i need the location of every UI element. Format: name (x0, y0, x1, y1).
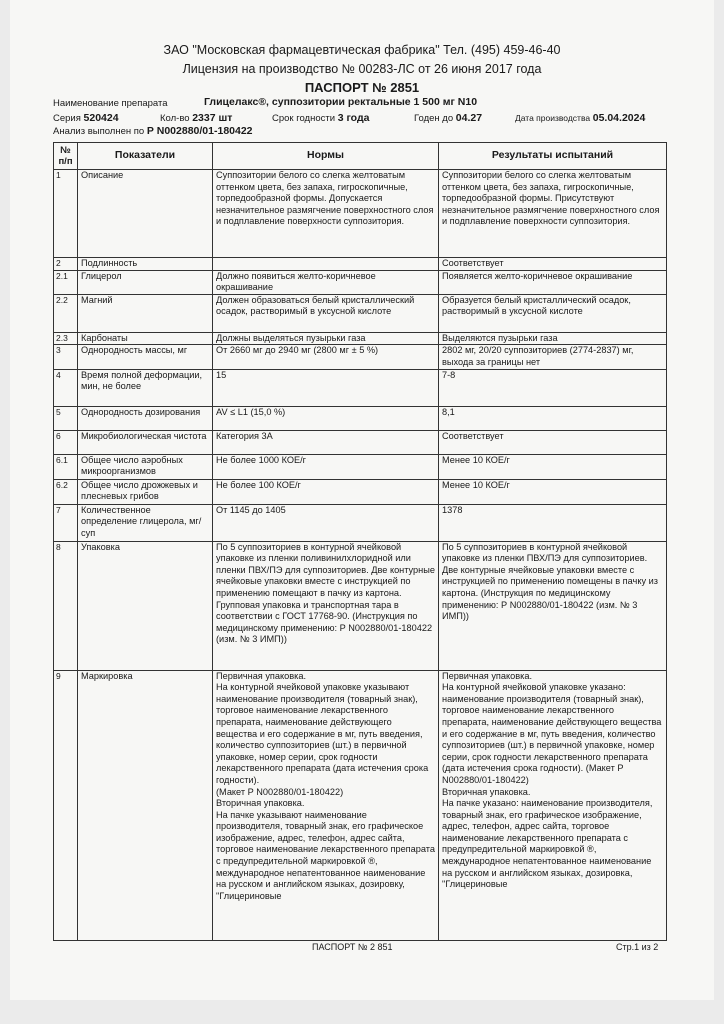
row-result: Первичная упаковка. На контурной ячейковой упаковке указано: наименование производителя (товарный знак), торговое наименование лекарственного препарата, наименование действующего вещества и его содержание в мг, путь введения, количество суппозиториев (шт.) в первичной упаковке, номер серии, срок годности лекарственного препарата (дата истечения срока годности). (Макет Р N002880/01-180422) Вторичная упаковка. На пачке указано: наименование производителя, товарный знак, его графическое изображение, адрес, телефон, адрес сайта, торговое наименование лекарственного препарата с предупредительной маркировкой ®, международное непатентованное наименование на русском и английском языках, дозировка, "Глицериновые (439, 670, 667, 940)
row-number: 5 (54, 406, 78, 430)
row-norm: Первичная упаковка. На контурной ячейковой упаковке указывают наименование производителя (товарный знак), торговое наименование лекарственного препарата, наименование действующего вещества и его содержание в мг, путь введения, количество суппозиториев (шт.) в первичной упаковке, номер серии, срок годности лекарственного препарата (дата истечения срока годности). (Макет Р N002880/01-180422) Вторичная упаковка. На пачке указывают наименование производителя, товарный знак, его графическое изображение, адрес, телефон, адрес сайта, торговое наименование лекарственного препарата с предупредительной маркировкой ®, международное непатентованное наименование на русском и английском языках, дозировку, "Глицериновые (213, 670, 439, 940)
qty-label: Кол-во 2337 шт (160, 112, 233, 124)
license-line: Лицензия на производство № 00283-ЛС от 26 июня 2017 года (182, 62, 542, 76)
prod-date-value: 05.04.2024 (592, 112, 646, 124)
row-norm: Должно появиться желто-коричневое окрашивание (213, 270, 439, 294)
table-row (54, 541, 667, 670)
qty-value: 2337 шт (192, 112, 233, 124)
table-row (54, 294, 667, 332)
row-indicator: Маркировка (78, 670, 213, 940)
row-result: Менее 10 КОЕ/г (439, 454, 667, 479)
row-result: Менее 10 КОЕ/г (439, 479, 667, 504)
table-row (54, 504, 667, 541)
row-indicator: Упаковка (78, 541, 213, 670)
row-number: 2.3 (54, 332, 78, 345)
row-number: 4 (54, 369, 78, 406)
row-indicator: Магний (78, 294, 213, 332)
shelf-value: 3 года (337, 112, 370, 124)
row-indicator: Подлинность (78, 258, 213, 271)
col-header-norms: Нормы (213, 143, 439, 170)
row-number: 6.1 (54, 454, 78, 479)
row-result: 1378 (439, 504, 667, 541)
row-indicator: Количественное определение глицерола, мг/суп (78, 504, 213, 541)
table-row (54, 270, 667, 294)
row-result: 8,1 (439, 406, 667, 430)
row-result: 2802 мг, 20/20 суппозиториев (2774-2837) мг, выхода за границы нет (439, 345, 667, 369)
row-number: 6.2 (54, 479, 78, 504)
row-norm: От 1145 до 1405 (213, 504, 439, 541)
row-norm: 15 (213, 369, 439, 406)
table-row (54, 454, 667, 479)
row-indicator: Карбонаты (78, 332, 213, 345)
row-result: Образуется белый кристаллический осадок, растворимый в уксусной кислоте (439, 294, 667, 332)
analysis-label: Анализ выполнен по Р N002880/01-180422 (53, 125, 253, 137)
row-result: 7-8 (439, 369, 667, 406)
prod-date-label: Дата производства 05.04.2024 (515, 112, 646, 124)
row-number: 2.1 (54, 270, 78, 294)
row-number: 6 (54, 430, 78, 454)
row-number: 8 (54, 541, 78, 670)
row-norm: Суппозитории белого со слегка желтоватым оттенком цвета, без запаха, гигроскопичные, торпедообразной формы. Допускается незначительное размягчение поверхностного слоя и подплавление поверхности суппозитория. (213, 170, 439, 258)
table-row (54, 670, 667, 940)
row-norm: AV ≤ L1 (15,0 %) (213, 406, 439, 430)
row-number: 7 (54, 504, 78, 541)
footer-passport: ПАСПОРТ № 2 851 (312, 942, 393, 952)
drug-name-label: Наименование препарата (53, 98, 168, 109)
row-indicator: Глицерол (78, 270, 213, 294)
table-row (54, 258, 667, 271)
row-norm: Категория 3А (213, 430, 439, 454)
row-number: 1 (54, 170, 78, 258)
table-row (54, 345, 667, 369)
passport-title: ПАСПОРТ № 2851 (304, 80, 420, 95)
row-norm: Должен образоваться белый кристаллический осадок, растворимый в уксусной кислоте (213, 294, 439, 332)
row-result: По 5 суппозиториев в контурной ячейковой упаковке из пленки ПВХ/ПЭ для суппозиториев. Две контурные ячейковые упаковки вместе с инструкцией по применению помещены в пачку из картона. (Инструкция по медицинскому применению: Р N002880/01-180422 (изм. № 3 ИМП)) (439, 541, 667, 670)
row-number: 2 (54, 258, 78, 271)
row-norm: По 5 суппозиториев в контурной ячейковой упаковке из пленки поливинилхлоридной или пленки ПВХ/ПЭ для суппозиториев. Две контурные ячейковые упаковки вместе с инструкцией по применению помещают в пачку из картона. Групповая упаковка и транспортная тара в соответствии с ГОСТ 17768-90. (Инструкция по медицинскому применению: Р N002880/01-180422 (изм. № 3 ИМП)) (213, 541, 439, 670)
table-row (54, 170, 667, 258)
table-row (54, 332, 667, 345)
row-indicator: Описание (78, 170, 213, 258)
row-indicator: Однородность дозирования (78, 406, 213, 430)
col-header-num: № п/п (54, 143, 78, 170)
series-label: Серия 520424 (53, 112, 119, 124)
row-indicator: Время полной деформации, мин, не более (78, 369, 213, 406)
table-row (54, 369, 667, 406)
valid-value: 04.27 (455, 112, 483, 124)
table-row (54, 406, 667, 430)
row-number: 3 (54, 345, 78, 369)
row-norm: Должны выделяться пузырьки газа (213, 332, 439, 345)
row-indicator: Общее число дрожжевых и плесневых грибов (78, 479, 213, 504)
row-result: Выделяются пузырьки газа (439, 332, 667, 345)
row-result: Соответствует (439, 430, 667, 454)
row-indicator: Микробиологическая чистота (78, 430, 213, 454)
drug-name: Глицелакс®, суппозитории ректальные 1 500 мг N10 (204, 96, 478, 108)
valid-label: Годен до 04.27 (414, 112, 483, 124)
analysis-value: Р N002880/01-180422 (146, 125, 253, 137)
col-header-results: Результаты испытаний (439, 143, 667, 170)
col-header-indicator: Показатели (78, 143, 213, 170)
row-number: 9 (54, 670, 78, 940)
table-header-row (54, 143, 667, 170)
passport-table (53, 142, 667, 941)
row-norm: Не более 100 КОЕ/г (213, 479, 439, 504)
row-result: Суппозитории белого со слегка желтоватым оттенком цвета, без запаха, гигроскопичные, торпедообразной формы. Присутствуют незначительное размягчение поверхностного слоя и подплавление поверхности суппозитория. (439, 170, 667, 258)
row-indicator: Общее число аэробных микроорганизмов (78, 454, 213, 479)
shelf-label: Срок годности 3 года (272, 112, 370, 124)
row-number: 2.2 (54, 294, 78, 332)
row-result: Появляется желто-коричневое окрашивание (439, 270, 667, 294)
company-line: ЗАО "Московская фармацевтическая фабрика" Тел. (495) 459-46-40 (163, 43, 561, 57)
row-norm: Не более 1000 КОЕ/г (213, 454, 439, 479)
table-row (54, 430, 667, 454)
row-norm (213, 258, 439, 271)
footer-page: Стр.1 из 2 (616, 942, 659, 952)
row-result: Соответствует (439, 258, 667, 271)
table-row (54, 479, 667, 504)
row-norm: От 2660 мг до 2940 мг (2800 мг ± 5 %) (213, 345, 439, 369)
row-indicator: Однородность массы, мг (78, 345, 213, 369)
series-value: 520424 (83, 112, 119, 124)
